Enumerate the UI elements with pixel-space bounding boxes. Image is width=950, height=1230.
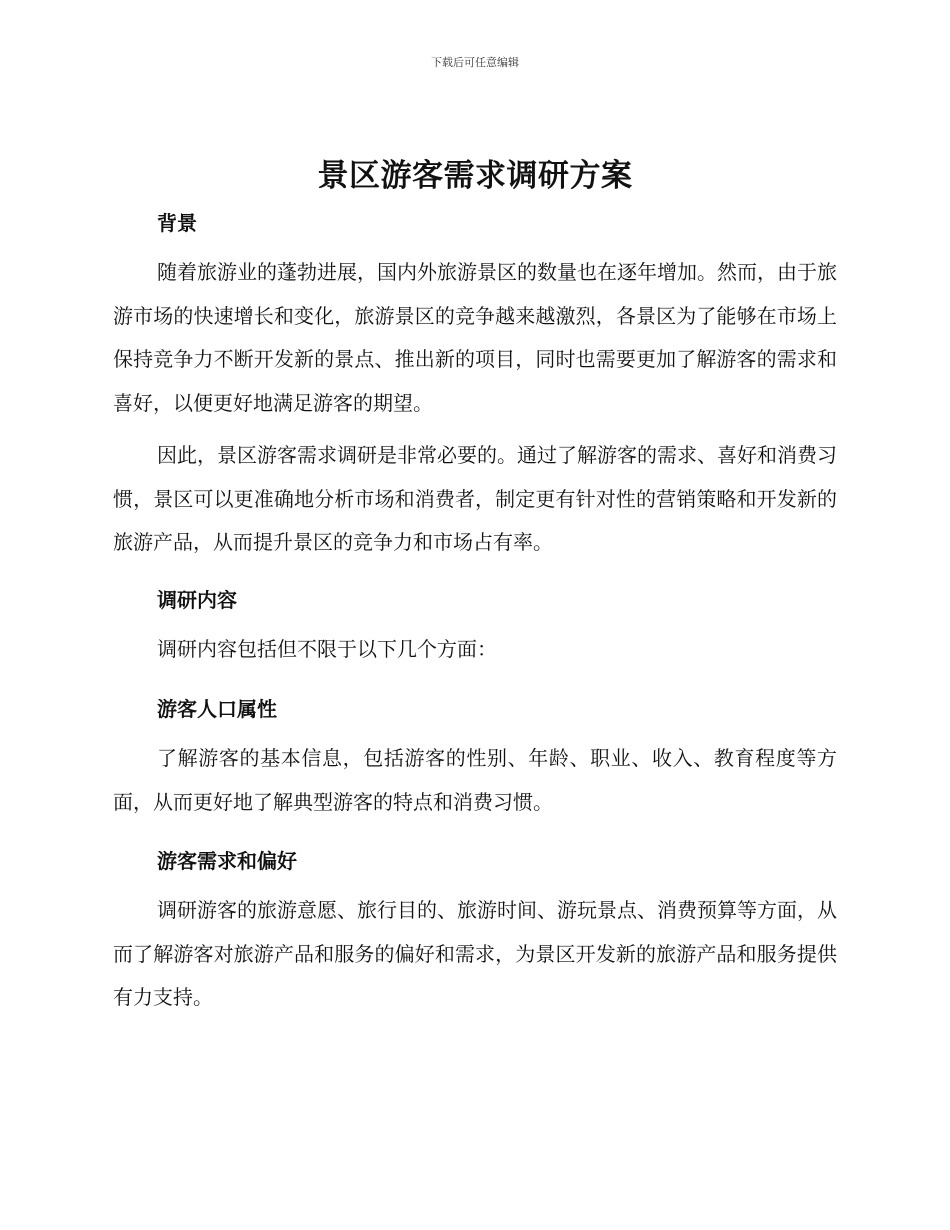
paragraph-background-1: 随着旅游业的蓬勃进展，国内外旅游景区的数量也在逐年增加。然而，由于旅游市场的快速增长和变化，旅游景区的竞争越来越激烈，各景区为了能够在市场上保持竞争力不断开发新的景点、推出新的项目，同时也需要更加了解游客的需求和喜好，以便更好地满足游客的期望。 — [113, 260, 837, 415]
paragraph-demographics: 了解游客的基本信息，包括游客的性别、年龄、职业、收入、教育程度等方面，从而更好地了解典型游客的特点和消费习惯。 — [113, 746, 837, 814]
section-heading-background: 背景 — [157, 211, 197, 235]
paragraph-content-intro: 调研内容包括但不限于以下几个方面： — [157, 637, 497, 661]
paragraph-preferences: 调研游客的旅游意愿、旅行目的、旅游时间、游玩景点、消费预算等方面，从而了解游客对旅游产品和服务的偏好和需求，为景区开发新的旅游产品和服务提供有力支持。 — [113, 898, 837, 1009]
header-note: 下载后可任意编辑 — [431, 56, 519, 69]
paragraph-background-2: 因此，景区游客需求调研是非常必要的。通过了解游客的需求、喜好和消费习惯，景区可以更准确地分析市场和消费者，制定更有针对性的营销策略和开发新的旅游产品，从而提升景区的竞争力和市场占有率。 — [113, 443, 837, 554]
section-heading-demographics: 游客人口属性 — [157, 697, 277, 721]
document-title: 景区游客需求调研方案 — [317, 158, 633, 194]
section-heading-content: 调研内容 — [157, 588, 237, 612]
section-heading-preferences: 游客需求和偏好 — [157, 849, 297, 873]
